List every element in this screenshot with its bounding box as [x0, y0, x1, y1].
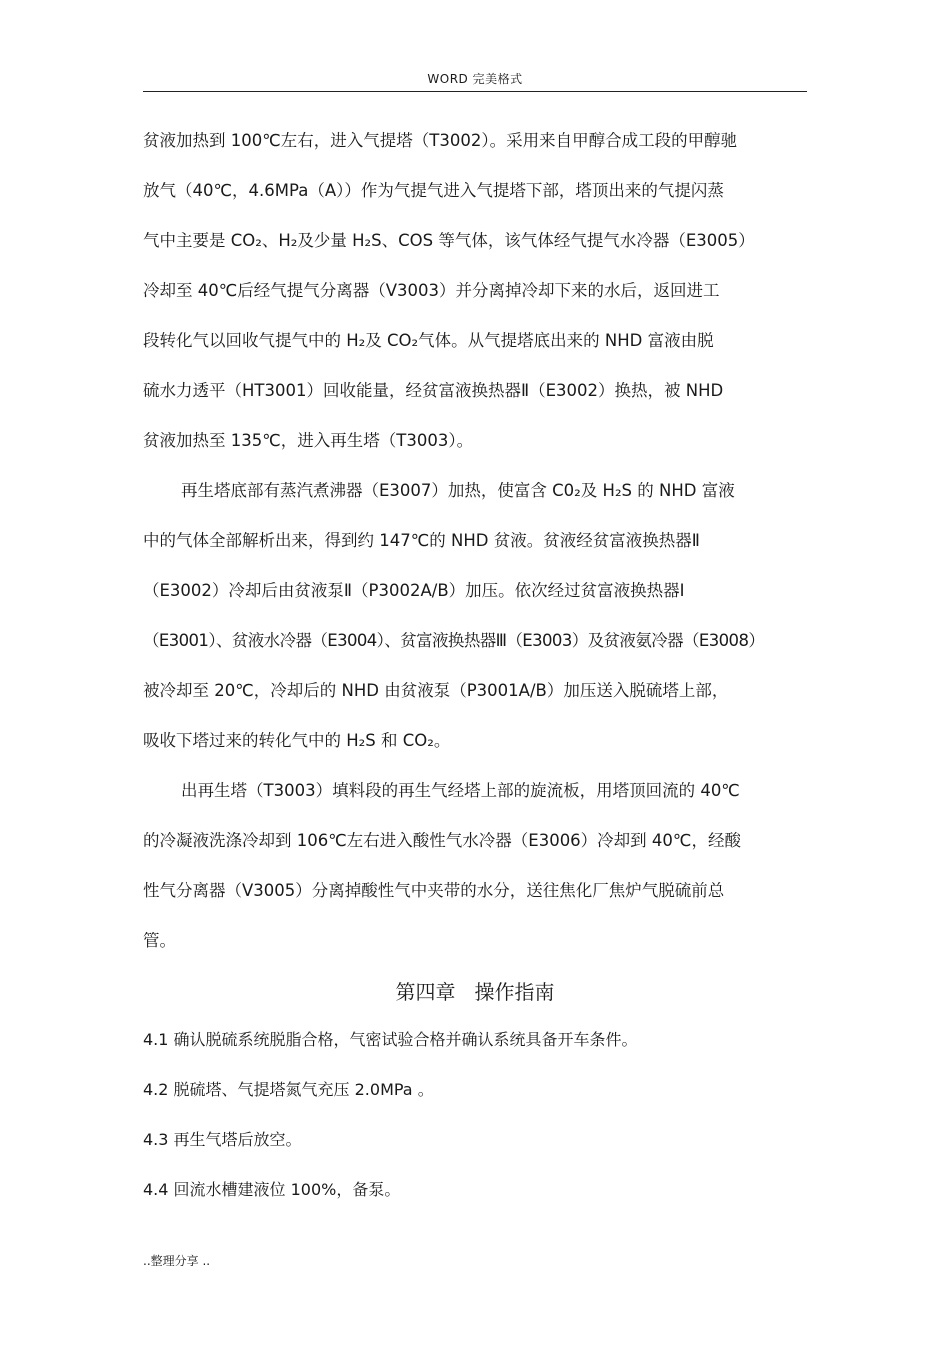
- paragraph2-line: 中的气体全部解析出来，得到约 147℃的 NHD 贫液。贫液经贫富液换热器Ⅱ: [143, 531, 700, 550]
- paragraph1-line: 贫液加热至 135℃，进入再生塔（T3003）。: [143, 431, 474, 450]
- paragraph1-line: 段转化气以回收气提气中的 H₂及 CO₂气体。从气提塔底出来的 NHD 富液由脱: [143, 331, 714, 350]
- step-item: 4.2 脱硫塔、气提塔氮气充压 2.0MPa 。: [143, 1080, 434, 1099]
- paragraph1-line: 放气（40℃，4.6MPa（A））作为气提气进入气提塔下部，塔顶出来的气提闪蒸: [143, 181, 724, 200]
- paragraph1-line: 气中主要是 CO₂、H₂及少量 H₂S、COS 等气体，该气体经气提气水冷器（E3005）: [143, 231, 755, 250]
- chapter-heading: 第四章 操作指南: [395, 980, 555, 1004]
- paragraph2-line: 吸收下塔过来的转化气中的 H₂S 和 CO₂。: [143, 731, 451, 750]
- paragraph2-line: 被冷却至 20℃，冷却后的 NHD 由贫液泵（P3001A/B）加压送入脱硫塔上部，: [143, 681, 729, 700]
- paragraph2-line: （E3002）冷却后由贫液泵Ⅱ（P3002A/B）加压。依次经过贫富液换热器Ⅰ: [143, 581, 685, 600]
- paragraph1-line: 贫液加热到 100℃左右，进入气提塔（T3002）。采用来自甲醇合成工段的甲醇驰: [143, 131, 738, 150]
- paragraph1-line: 冷却至 40℃后经气提气分离器（V3003）并分离掉冷却下来的水后，返回进工: [143, 281, 720, 300]
- step-item: 4.3 再生气塔后放空。: [143, 1130, 302, 1149]
- paragraph3-line: 出再生塔（T3003）填料段的再生气经塔上部的旋流板，用塔顶回流的 40℃: [181, 781, 740, 800]
- paragraph2-line: （E3001）、贫液水冷器（E3004）、贫富液换热器Ⅲ（E3003）及贫液氨冷器（E3008）: [143, 631, 765, 650]
- step-item: 4.1 确认脱硫系统脱脂合格，气密试验合格并确认系统具备开车条件。: [143, 1030, 638, 1049]
- page-header: WORD 完美格式: [427, 72, 523, 86]
- paragraph3-line: 的冷凝液洗涤冷却到 106℃左右进入酸性气水冷器（E3006）冷却到 40℃，经酸: [143, 831, 741, 850]
- header-rule: [143, 91, 807, 92]
- paragraph3-line: 管。: [143, 931, 176, 950]
- paragraph1-line: 硫水力透平（HT3001）回收能量，经贫富液换热器Ⅱ（E3002）换热，被 NHD: [143, 381, 724, 400]
- step-item: 4.4 回流水槽建液位 100%，备泵。: [143, 1180, 401, 1199]
- page-footer: ..整理分享 ..: [143, 1254, 211, 1268]
- paragraph3-line: 性气分离器（V3005）分离掉酸性气中夹带的水分，送往焦化厂焦炉气脱硫前总: [143, 881, 725, 900]
- paragraph2-line: 再生塔底部有蒸汽煮沸器（E3007）加热，使富含 C0₂及 H₂S 的 NHD 富液: [181, 481, 735, 500]
